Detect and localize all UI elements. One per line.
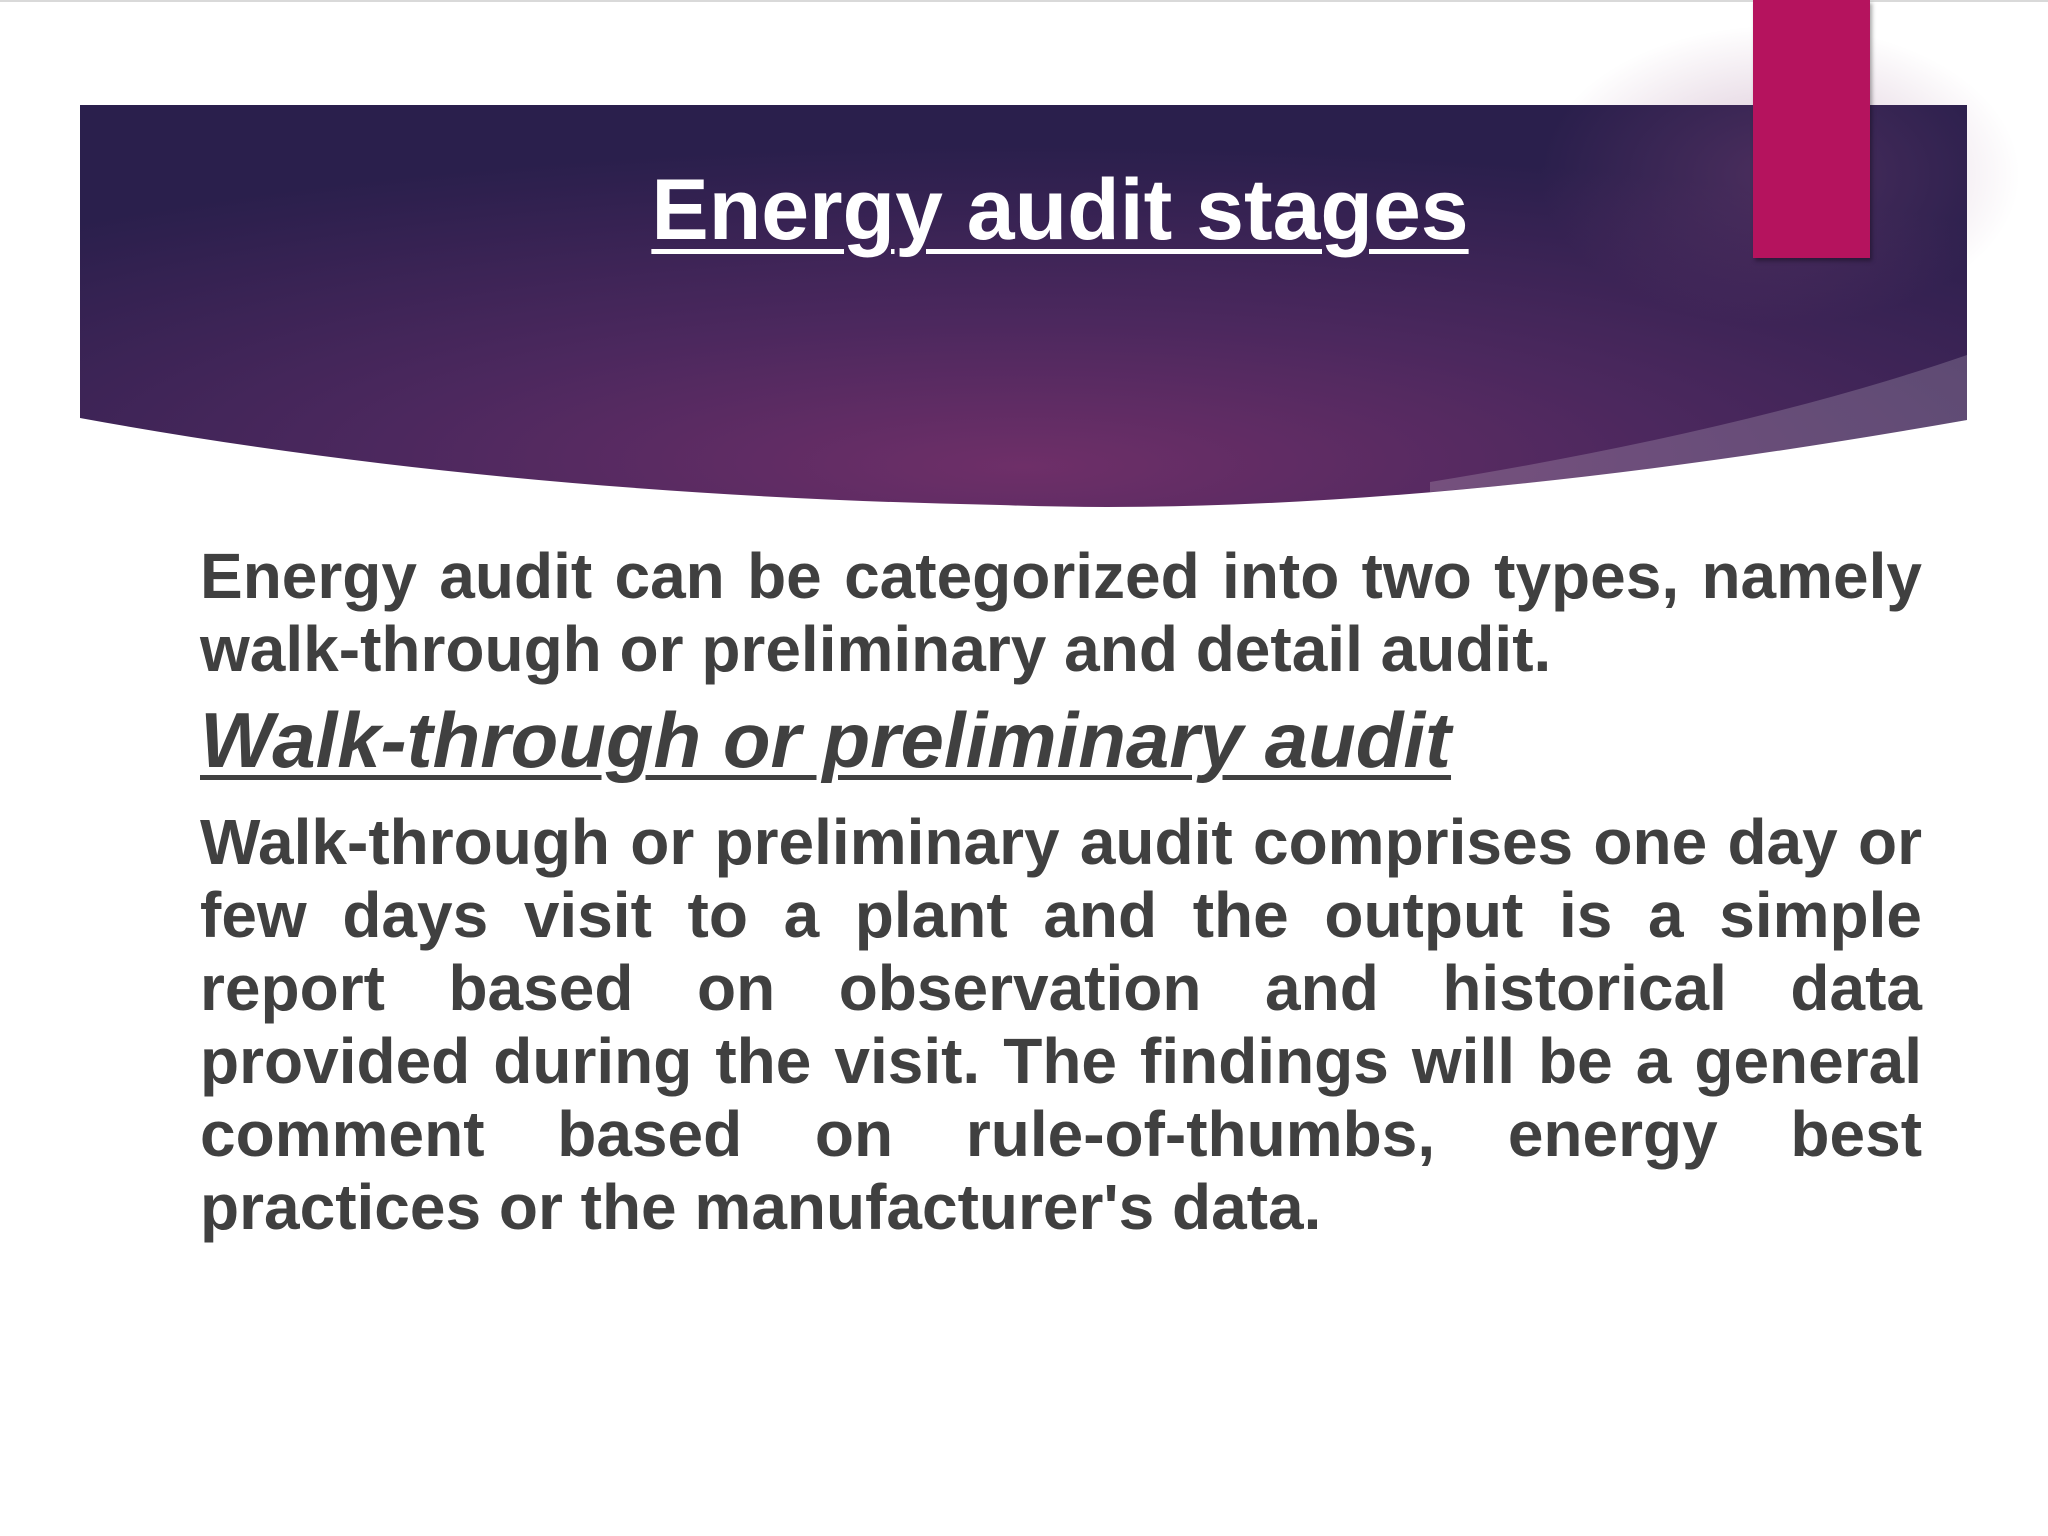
header-banner <box>0 0 2048 520</box>
intro-paragraph: Energy audit can be categorized into two types, namely walk-through or preliminary and detail audit. <box>200 540 1922 685</box>
slide-title: Energy audit stages <box>651 162 1469 258</box>
section-body: Walk-through or preliminary audit comprises one day or few days visit to a plant and the output is a simple report based on observation and historical data provided during the visit. The findings will be a general comment based on rule-of-thumbs, energy best practices or the manufacturer's data. <box>200 806 1922 1243</box>
section-heading: Walk-through or preliminary audit <box>200 696 1452 784</box>
slide-content <box>200 540 1922 1244</box>
